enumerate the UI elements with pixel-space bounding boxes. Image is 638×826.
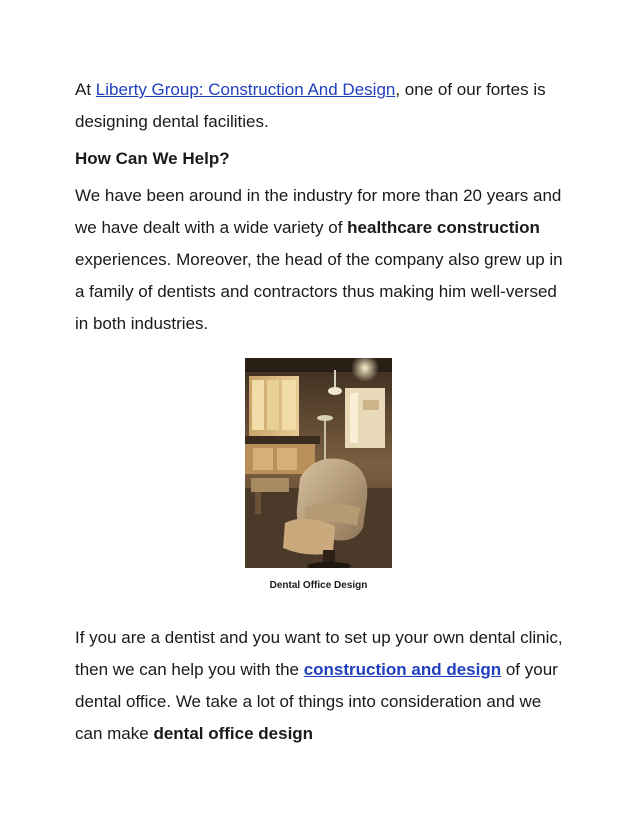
about-text-2: experiences. Moreover, the head of the company also grew up in a family of dentists and contractors thus making him well-versed in both industries. <box>75 250 563 333</box>
dental-office-illustration <box>245 358 392 568</box>
section-heading: How Can We Help? <box>75 149 230 168</box>
construction-and-design-link[interactable]: construction and design <box>303 660 502 679</box>
services-text-2: of your dental office. We take a lot of things into consideration and we can make <box>75 660 558 743</box>
figure-caption: Dental Office Design <box>269 580 368 591</box>
liberty-group-link[interactable]: Liberty Group: Construction And Design <box>95 80 396 99</box>
dental-office-design-emphasis: dental office design <box>153 724 314 743</box>
intro-prefix: At <box>75 80 96 99</box>
about-text-1: We have been around in the industry for more than 20 years and we have dealt with a wide variety of <box>75 186 562 237</box>
services-text-1: If you are a dentist and you want to set up your own dental clinic, then we can help you with the <box>75 628 563 679</box>
intro-suffix: , one of our fortes is designing dental facilities. <box>75 80 546 131</box>
intro-paragraph <box>75 74 570 138</box>
about-paragraph <box>75 180 570 340</box>
dental-office-photo <box>245 358 392 568</box>
services-paragraph <box>75 622 570 750</box>
healthcare-construction-emphasis: healthcare construction <box>347 218 540 237</box>
